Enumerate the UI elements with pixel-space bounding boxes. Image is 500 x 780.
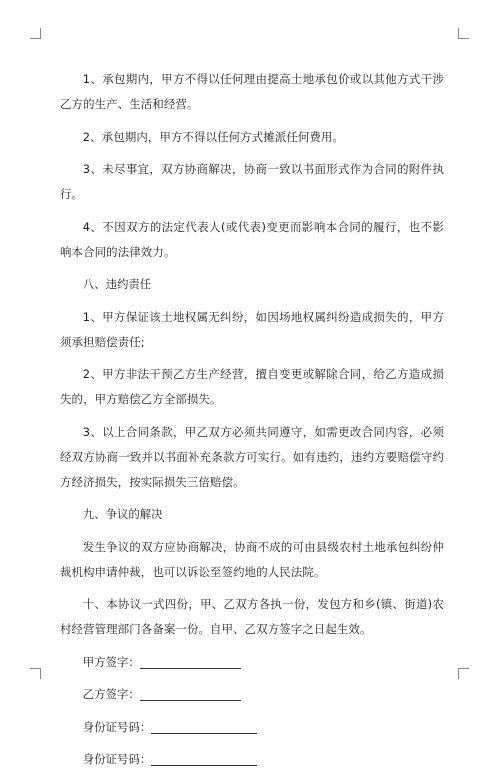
breach-paragraph: 2、甲方非法干预乙方生产经营，擅自变更或解除合同，给乙方造成损失的，甲方赔偿乙方全部损失。: [60, 367, 444, 406]
section-heading-breach: 八、违约责任: [82, 277, 152, 291]
signature-label: 身份证号码：: [82, 719, 152, 734]
breach-paragraph: 1、甲方保证该土地权属无纠纷，如因场地权属纠纷造成损失的，甲方须承担赔偿责任;: [60, 309, 444, 349]
clause-paragraph: 2、承包期内，甲方不得以任何方式摊派任何费用。: [82, 129, 345, 144]
effective-paragraph: 十、本协议一式四份，甲、乙双方各执一份，发包方和乡(镇、街道)农村经营管理部门各备案一份。自甲、乙双方签字之日起生效。: [60, 597, 444, 636]
dispute-paragraph: 发生争议的双方应协商解决，协商不成的可由县级农村土地承包纠纷仲裁机构申请仲裁，也可以诉讼至签约地的人民法院。: [60, 539, 444, 579]
breach-paragraph: 3、以上合同条款，甲乙双方必须共同遵守，如需更改合同内容，必须经双方协商一致并以书面补充条款方可实行。如有违约，违约方要赔偿守约方经济损失，按实际损失三倍赔偿。: [60, 424, 444, 489]
crop-mark-bottom-left: [30, 668, 41, 679]
id-number-blank[interactable]: [151, 719, 257, 734]
signature-blank[interactable]: [140, 654, 241, 669]
document-body: [60, 67, 444, 780]
id-number-blank[interactable]: [151, 751, 257, 766]
signature-label: 身份证号码：: [82, 752, 152, 766]
id-number-line-2: [60, 747, 444, 772]
signature-label: 乙方签字：: [82, 687, 140, 701]
clause-paragraph: 1、承包期内，甲方不得以任何理由提高土地承包价或以其他方式干涉乙方的生产、生活和经营。: [60, 72, 444, 111]
clause-paragraph: 4、不因双方的法定代表人(或代表)变更而影响本合同的履行，也不影响本合同的法律效力。: [60, 219, 444, 259]
signature-label: 甲方签字：: [82, 654, 140, 669]
crop-mark-top-left: [30, 28, 41, 39]
crop-mark-top-right: [458, 28, 469, 39]
section-heading-dispute: 九、争议的解决: [82, 507, 163, 521]
signature-blank[interactable]: [140, 686, 241, 701]
signature-line-party-b: [60, 682, 444, 707]
id-number-line-1: [60, 715, 444, 740]
crop-mark-bottom-right: [458, 668, 469, 679]
signature-line-party-a: [60, 650, 444, 675]
clause-paragraph: 3、未尽事宜，双方协商解决，协商一致以书面形式作为合同的附件执行。: [60, 162, 444, 201]
